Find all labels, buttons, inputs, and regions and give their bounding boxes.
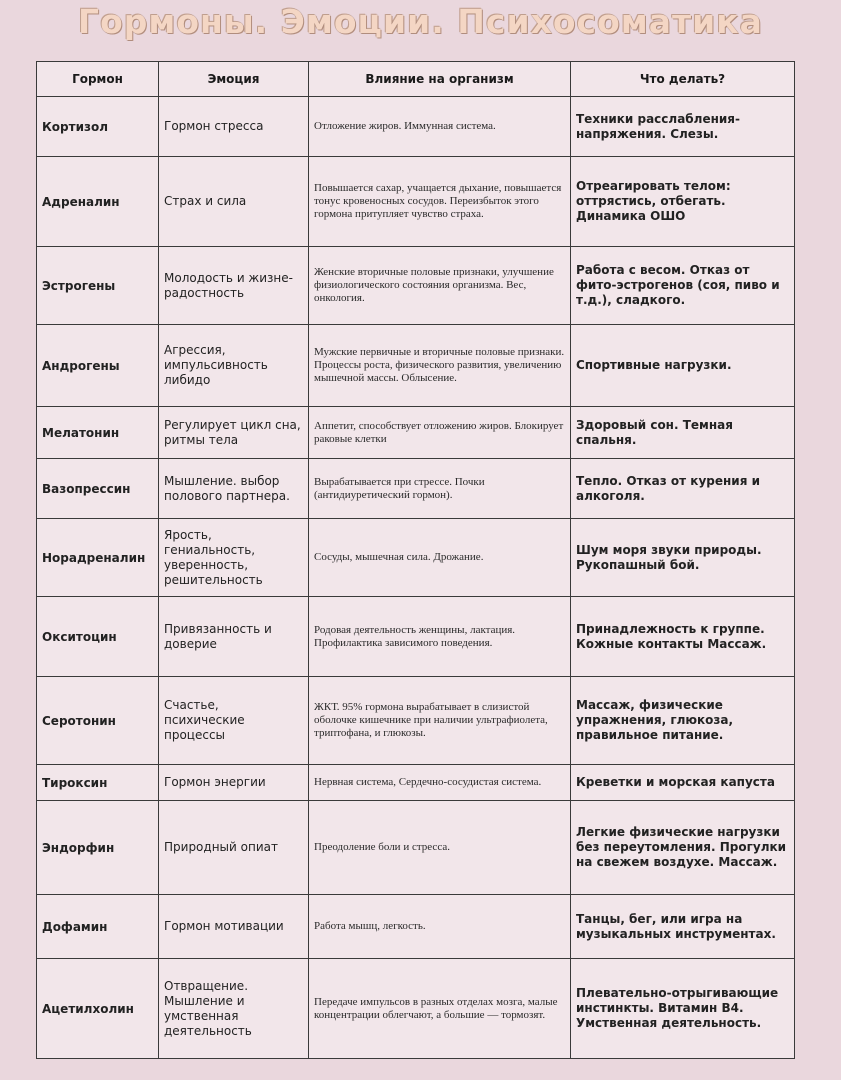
page-title: Гормоны. Эмоции. Психосоматика (78, 2, 763, 41)
hormone-cell: Кортизол (37, 97, 159, 157)
table-row (37, 519, 795, 597)
hormone-cell: Тироксин (37, 765, 159, 801)
effect-cell: Работа мышц, легкость. (309, 895, 571, 959)
emotion-cell: Гормон мотивации (159, 895, 309, 959)
emotion-cell: Привязанность и доверие (159, 597, 309, 677)
table-row (37, 407, 795, 459)
effect-cell: Сосуды, мышечная сила. Дрожание. (309, 519, 571, 597)
hormone-cell: Вазопрессин (37, 459, 159, 519)
hormone-cell: Ацетилхолин (37, 959, 159, 1059)
effect-cell: ЖКТ. 95% гормона вырабатывает в слизистой оболочке кишечнике при наличии ультрафиолета, триптофана, и глюкозы. (309, 677, 571, 765)
table-row (37, 895, 795, 959)
action-cell: Работа с весом. Отказ от фито-эстрогенов (соя, пиво и т.д.), сладкого. (571, 247, 795, 325)
hormone-cell: Андрогены (37, 325, 159, 407)
table-row (37, 459, 795, 519)
header-what-to-do: Что делать? (571, 62, 795, 97)
hormone-cell: Мелатонин (37, 407, 159, 459)
table-header-row (37, 62, 795, 97)
emotion-cell: Природный опиат (159, 801, 309, 895)
hormone-cell: Эстрогены (37, 247, 159, 325)
action-cell: Отреагировать телом: оттрястись, отбегать. Динамика ОШО (571, 157, 795, 247)
action-cell: Танцы, бег, или игра на музыкальных инструментах. (571, 895, 795, 959)
table-row (37, 801, 795, 895)
action-cell: Техники расслабления-напряжения. Слезы. (571, 97, 795, 157)
emotion-cell: Счастье, психические процессы (159, 677, 309, 765)
hormones-table (36, 61, 795, 1059)
action-cell: Шум моря звуки природы. Рукопашный бой. (571, 519, 795, 597)
effect-cell: Передаче импульсов в разных отделах мозга, малые концентрации облегчают, а большие — тормозят. (309, 959, 571, 1059)
table-row (37, 959, 795, 1059)
emotion-cell: Страх и сила (159, 157, 309, 247)
effect-cell: Повышается сахар, учащается дыхание, повышается тонус кровеносных сосудов. Переизбыток этого гормона притупляет чувство страха. (309, 157, 571, 247)
hormone-cell: Норадреналин (37, 519, 159, 597)
emotion-cell: Мышление. выбор полового партнера. (159, 459, 309, 519)
hormone-cell: Окситоцин (37, 597, 159, 677)
emotion-cell: Ярость, гениальность, уверенность, решительность (159, 519, 309, 597)
effect-cell: Нервная система, Сердечно-сосудистая система. (309, 765, 571, 801)
emotion-cell: Гормон стресса (159, 97, 309, 157)
table-row (37, 597, 795, 677)
action-cell: Спортивные нагрузки. (571, 325, 795, 407)
table-row (37, 97, 795, 157)
table-row (37, 765, 795, 801)
table-row (37, 325, 795, 407)
hormone-cell: Адреналин (37, 157, 159, 247)
action-cell: Массаж, физические упражнения, глюкоза, правильное питание. (571, 677, 795, 765)
header-hormone: Гормон (37, 62, 159, 97)
effect-cell: Аппетит, способствует отложению жиров. Блокирует раковые клетки (309, 407, 571, 459)
emotion-cell: Гормон энергии (159, 765, 309, 801)
emotion-cell: Агрессия, импульсивность либидо (159, 325, 309, 407)
action-cell: Плевательно-отрыгивающие инстинкты. Витамин B4. Умственная деятельность. (571, 959, 795, 1059)
table-row (37, 677, 795, 765)
header-emotion: Эмоция (159, 62, 309, 97)
effect-cell: Преодоление боли и стресса. (309, 801, 571, 895)
emotion-cell: Молодость и жизне-радостность (159, 247, 309, 325)
hormone-cell: Дофамин (37, 895, 159, 959)
effect-cell: Родовая деятельность женщины, лактация. Профилактика зависимого поведения. (309, 597, 571, 677)
action-cell: Здоровый сон. Темная спальня. (571, 407, 795, 459)
table-body (37, 97, 795, 1059)
emotion-cell: Регулирует цикл сна, ритмы тела (159, 407, 309, 459)
hormone-cell: Эндорфин (37, 801, 159, 895)
effect-cell: Вырабатывается при стрессе. Почки (антидиуретический гормон). (309, 459, 571, 519)
effect-cell: Женские вторичные половые признаки, улучшение физиологического состояния организма. Вес, онкология. (309, 247, 571, 325)
action-cell: Принадлежность к группе. Кожные контакты Массаж. (571, 597, 795, 677)
action-cell: Креветки и морская капуста (571, 765, 795, 801)
effect-cell: Отложение жиров. Иммунная система. (309, 97, 571, 157)
table-row (37, 157, 795, 247)
hormone-cell: Серотонин (37, 677, 159, 765)
table-row (37, 247, 795, 325)
action-cell: Тепло. Отказ от курения и алкоголя. (571, 459, 795, 519)
effect-cell: Мужские первичные и вторичные половые признаки. Процессы роста, физического развития, увеличению мышечной массы. Облысение. (309, 325, 571, 407)
action-cell: Легкие физические нагрузки без переутомления. Прогулки на свежем воздухе. Массаж. (571, 801, 795, 895)
emotion-cell: Отвращение. Мышление и умственная деятельность (159, 959, 309, 1059)
header-effect: Влияние на организм (309, 62, 571, 97)
